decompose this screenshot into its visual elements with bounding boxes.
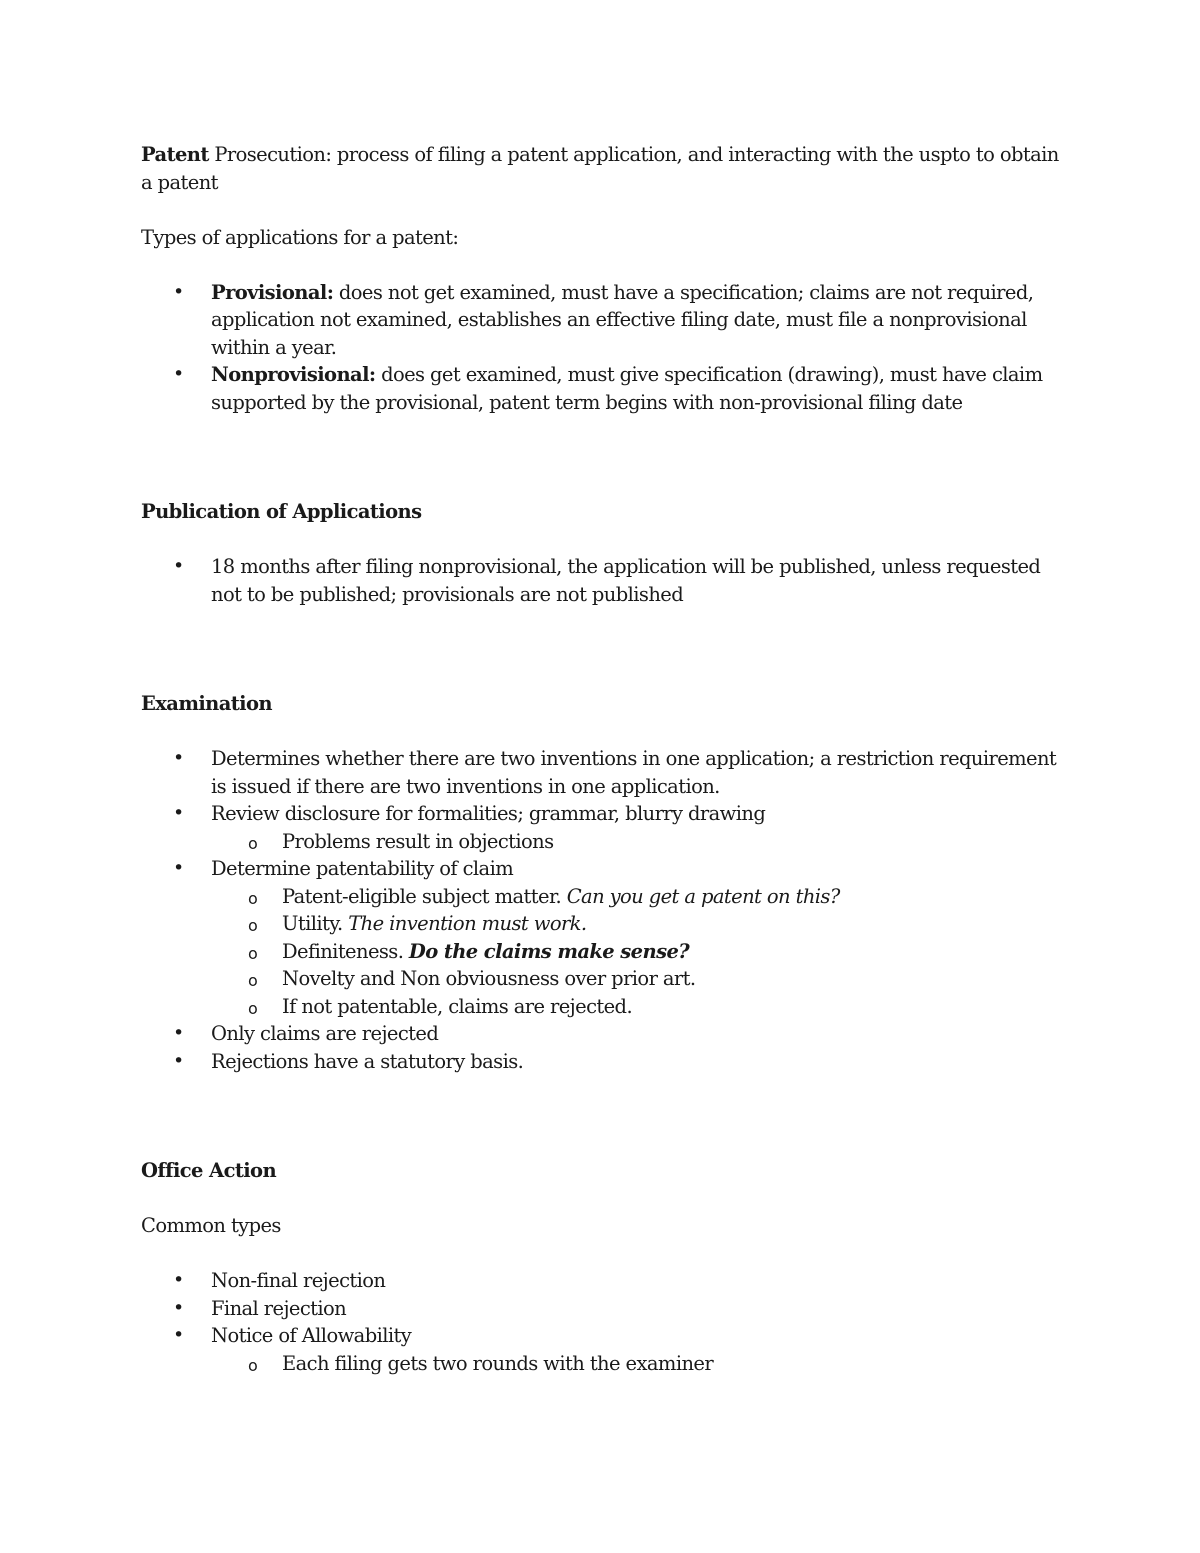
- sub-list: [211, 883, 1071, 1021]
- sub-item-text: Definiteness.: [282, 939, 409, 963]
- examination-list: [141, 745, 1071, 1075]
- sub-list: [211, 828, 1071, 856]
- list-item: • Non-final rejection: [141, 1267, 1071, 1295]
- list-item: • Determines whether there are two inventions in one application; a restriction requirement is issued if there are two inventions in one application.: [141, 745, 1071, 800]
- office-action-subheading: Common types: [141, 1214, 281, 1237]
- sub-item-text: Patent-eligible subject matter.: [282, 884, 567, 908]
- list-item-provisional: [141, 279, 1071, 362]
- publication-list: [141, 553, 1071, 608]
- office-action-heading: Office Action: [141, 1159, 277, 1182]
- list-item-text: Notice of Allowability: [211, 1324, 412, 1347]
- sub-list-item: [211, 938, 1071, 966]
- sub-item-emphasis: Can you get a patent on this?: [566, 884, 840, 908]
- sub-list: [211, 1350, 1071, 1378]
- intro-text: Prosecution: process of filing a patent application, and interacting with the uspto to obtain a patent: [141, 143, 1059, 194]
- sub-item-strong-emphasis: Do the claims make sense?: [408, 939, 690, 963]
- sub-list-item: o If not patentable, claims are rejected.: [211, 993, 1071, 1021]
- sub-list-item: o Problems result in objections: [211, 828, 1071, 856]
- provisional-label: Provisional:: [211, 280, 334, 304]
- office-action-list: [141, 1267, 1071, 1377]
- list-item: • Final rejection: [141, 1295, 1071, 1323]
- list-item-text: Review disclosure for formalities; grammar, blurry drawing: [211, 802, 766, 825]
- intro-term: Patent: [141, 143, 209, 166]
- provisional-text: does not get examined, must have a specification; claims are not required, application not examined, establishes an effective filing date, must file a nonprovisional within a year.: [211, 280, 1034, 359]
- list-item-nonprovisional: [141, 361, 1071, 416]
- sub-list-item: [211, 910, 1071, 938]
- list-item: [141, 800, 1071, 855]
- nonprovisional-label: Nonprovisional:: [211, 363, 376, 386]
- application-types-list: [141, 279, 1071, 417]
- list-item: • 18 months after filing nonprovisional, the application will be published, unless requested not to be published; provisionals are not published: [141, 553, 1071, 608]
- publication-heading: Publication of Applications: [141, 500, 422, 523]
- intro-paragraph: [141, 141, 1071, 196]
- list-item-text: Determine patentability of claim: [211, 857, 514, 880]
- list-item: [141, 855, 1071, 1020]
- sub-list-item: o Novelty and Non obviousness over prior art.: [211, 965, 1071, 993]
- sub-item-emphasis: The invention must work.: [348, 912, 587, 935]
- list-item: [141, 1322, 1071, 1377]
- examination-heading: Examination: [141, 692, 272, 715]
- sub-list-item: o Each filing gets two rounds with the examiner: [211, 1350, 1071, 1378]
- list-item: • Only claims are rejected: [141, 1020, 1071, 1048]
- types-heading: Types of applications for a patent:: [141, 225, 459, 249]
- list-item: • Rejections have a statutory basis.: [141, 1048, 1071, 1076]
- sub-list-item: [211, 883, 1071, 911]
- nonprovisional-text: does get examined, must give specification (drawing), must have claim supported by the provisional, patent term begins with non-provisional filing date: [211, 363, 1043, 414]
- sub-item-text: Utility.: [282, 912, 349, 935]
- document-page: [141, 141, 1071, 1377]
